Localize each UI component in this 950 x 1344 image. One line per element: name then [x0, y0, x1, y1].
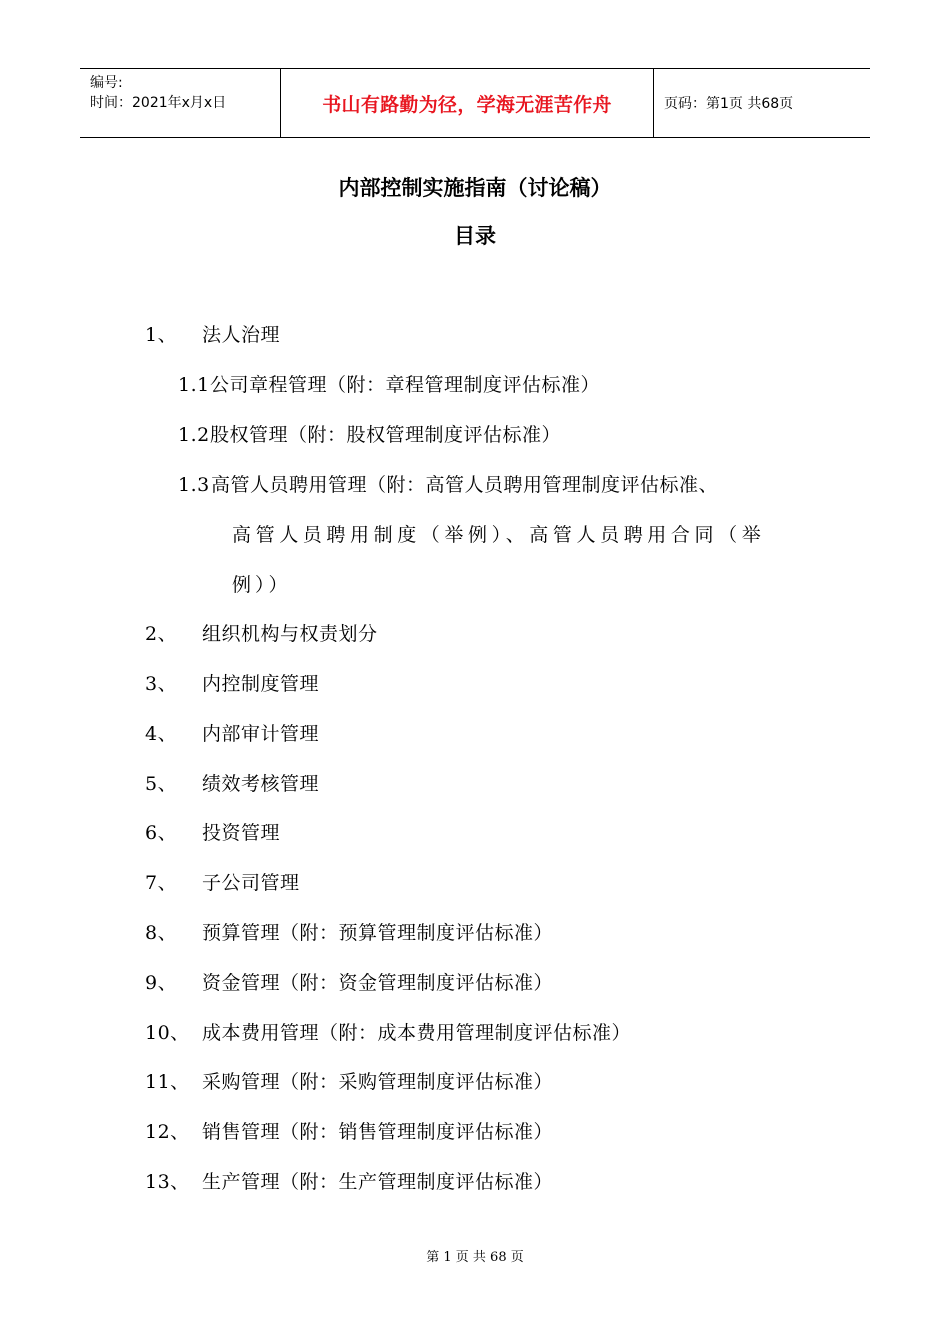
toc-item-number: 9、 [145, 972, 178, 994]
page-header [80, 68, 870, 138]
page-footer: 第 1 页 共 68 页 [426, 1250, 524, 1265]
toc-heading: 目录 [454, 224, 496, 248]
toc-item[interactable] [145, 320, 280, 347]
toc-item-text: 子公司管理 [202, 872, 300, 894]
toc-item[interactable] [145, 968, 553, 995]
toc-item[interactable] [145, 669, 319, 696]
toc-item-number: 10、 [145, 1022, 190, 1044]
toc-item-number: 1.2 [178, 424, 210, 446]
toc-item-text: 预算管理（附：预算管理制度评估标准） [202, 922, 554, 944]
toc-item-number: 2、 [145, 623, 178, 645]
toc-item-text: 高管人员聘用制度（举例）、高管人员聘用合同（举 [232, 524, 766, 546]
toc-item-text: 股权管理（附：股权管理制度评估标准） [210, 424, 562, 446]
toc-item-number: 1、 [145, 324, 178, 346]
toc-item-number: 3、 [145, 673, 178, 695]
toc-item[interactable] [145, 1117, 553, 1144]
toc-item-text: 销售管理（附：销售管理制度评估标准） [202, 1121, 554, 1143]
toc-item-number: 1.3 [178, 474, 210, 496]
toc-item-number: 1.1 [178, 374, 210, 396]
toc-item-number: 8、 [145, 922, 178, 944]
toc-item-text: 例）） [232, 574, 292, 596]
toc-item-number: 7、 [145, 872, 178, 894]
document-title: 内部控制实施指南（讨论稿） [338, 176, 612, 200]
toc-item[interactable] [145, 868, 300, 895]
toc-item-text: 法人治理 [202, 324, 281, 346]
header-motto: 书山有路勤为径，学海无涯苦作舟 [281, 69, 654, 137]
toc-item-continuation [232, 570, 292, 597]
toc-item-number: 11、 [145, 1071, 190, 1093]
toc-item[interactable] [145, 1067, 553, 1094]
header-meta [80, 69, 281, 137]
toc-item-text: 内控制度管理 [202, 673, 320, 695]
toc-item-continuation [232, 520, 765, 547]
toc-item-text: 组织机构与权责划分 [202, 623, 378, 645]
toc-item-number: 13、 [145, 1171, 190, 1193]
toc-item[interactable] [145, 619, 378, 646]
toc-item-number: 12、 [145, 1121, 190, 1143]
toc-item[interactable] [145, 1167, 553, 1194]
toc-item-text: 高管人员聘用管理（附：高管人员聘用管理制度评估标准、 [211, 474, 719, 496]
toc-item-number: 4、 [145, 723, 178, 745]
toc-item-number: 5、 [145, 773, 178, 795]
toc-item[interactable] [178, 420, 561, 447]
toc-item[interactable] [145, 719, 319, 746]
toc-item-text: 投资管理 [202, 822, 281, 844]
toc-item-text: 采购管理（附：采购管理制度评估标准） [202, 1071, 554, 1093]
toc-item[interactable] [145, 1018, 631, 1045]
serial-label: 编号: [90, 75, 123, 91]
toc-item-text: 生产管理（附：生产管理制度评估标准） [202, 1171, 554, 1193]
toc-item-text: 绩效考核管理 [202, 773, 320, 795]
toc-item-number: 6、 [145, 822, 178, 844]
toc-item-text: 内部审计管理 [202, 723, 320, 745]
toc-item[interactable] [145, 769, 319, 796]
header-page-info: 页码：第1页 共68页 [664, 96, 794, 112]
toc-item-text: 公司章程管理（附：章程管理制度评估标准） [210, 374, 601, 396]
time-label: 时间：2021年x月x日 [90, 95, 227, 111]
toc-item[interactable] [145, 818, 280, 845]
toc-item[interactable] [178, 370, 600, 397]
toc-item[interactable] [178, 470, 718, 497]
toc-item-text: 成本费用管理（附：成本费用管理制度评估标准） [202, 1022, 632, 1044]
toc-item[interactable] [145, 918, 553, 945]
toc-item-text: 资金管理（附：资金管理制度评估标准） [202, 972, 554, 994]
